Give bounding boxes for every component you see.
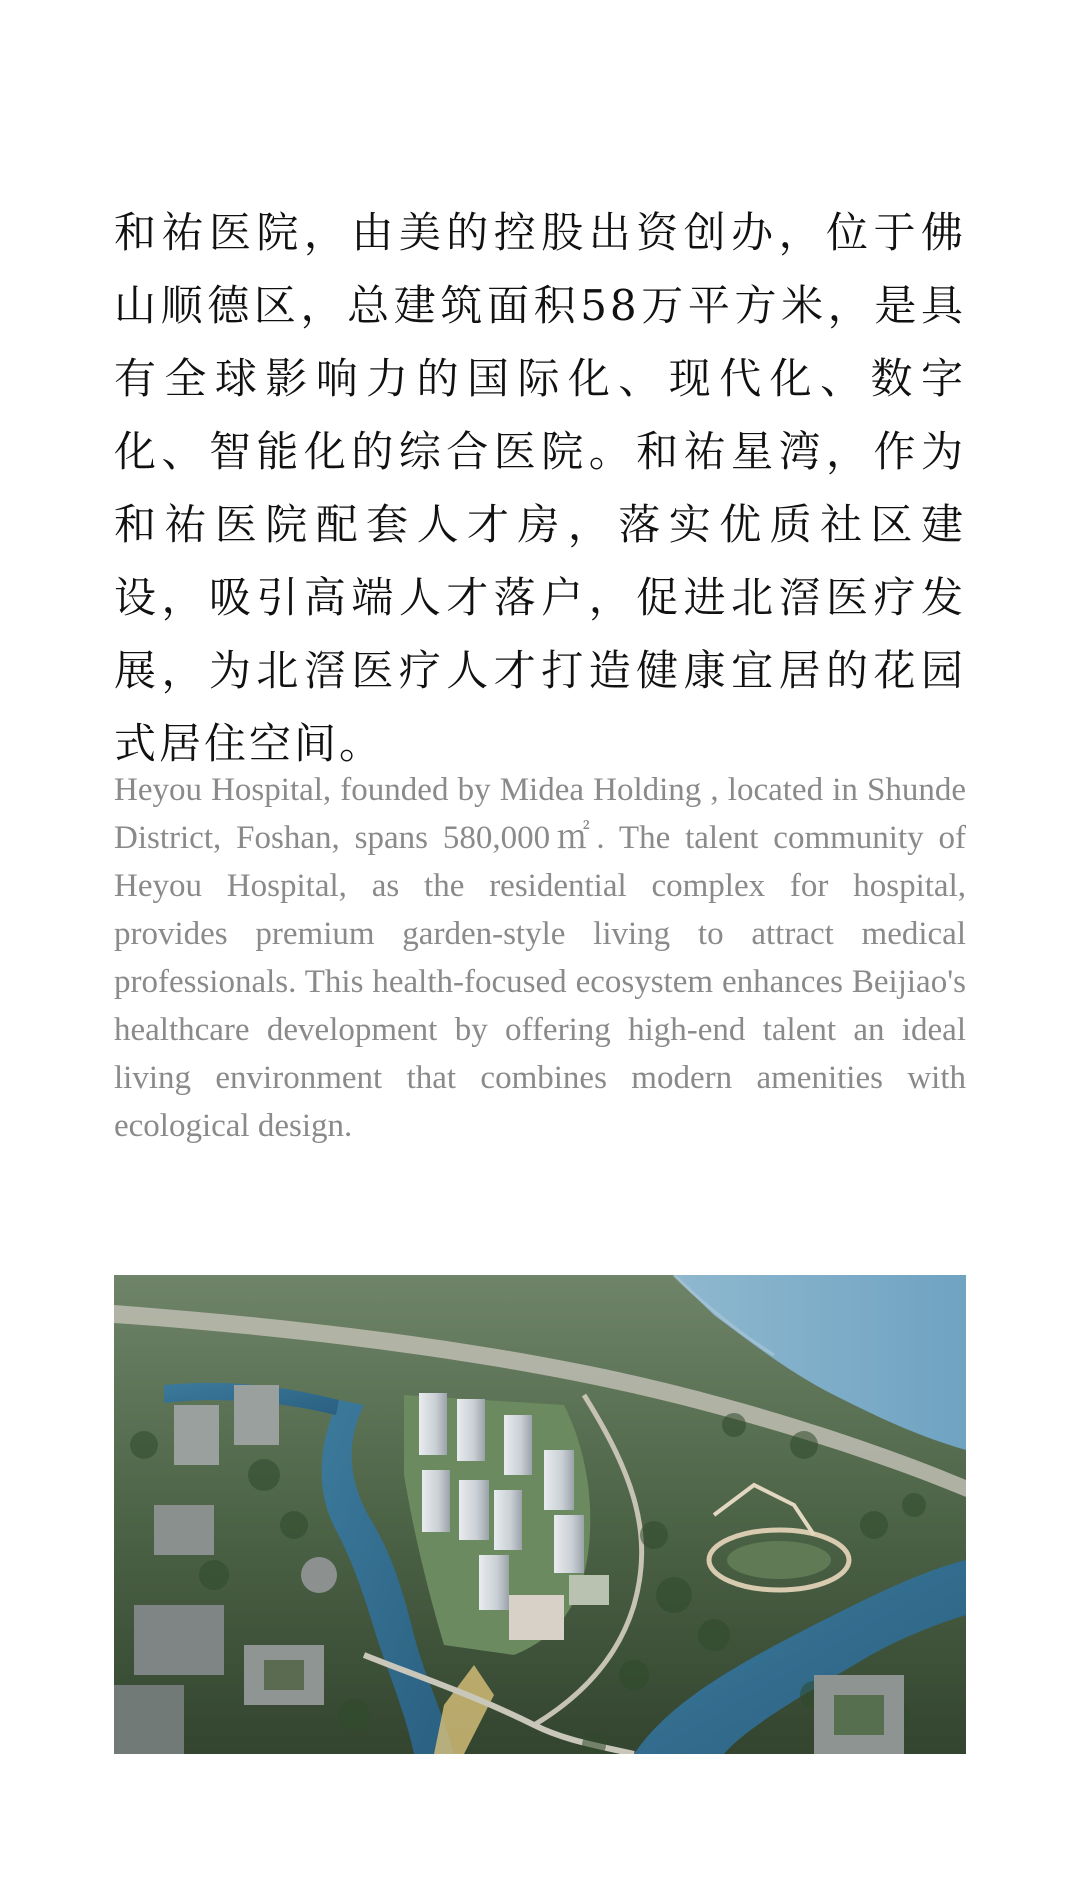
english-description: Heyou Hospital, founded by Midea Holding , located in Shunde District, Foshan, spans 580,000㎡. The talent community of Heyou Hospital, as the residential complex for hospital, provides premium garden-style living to attract medical professionals. This health-focused ecosystem enhances Beijiao's healthcare development by offering high-end talent an ideal living environment that combines modern amenities with ecological design. xyxy=(114,772,966,1144)
chinese-description: 和祐医院，由美的控股出资创办，位于佛山顺德区，总建筑面积58万平方米，是具有全球影响力的国际化、现代化、数字化、智能化的综合医院。和祐星湾，作为和祐医院配套人才房，落实优质社区建设，吸引高端人才落户，促进北滘医疗发展，为北滘医疗人才打造健康宜居的花园式居住空间。 xyxy=(114,208,966,768)
aerial-rendering-image xyxy=(114,1275,966,1754)
aerial-rendering-illustration xyxy=(114,1275,966,1754)
